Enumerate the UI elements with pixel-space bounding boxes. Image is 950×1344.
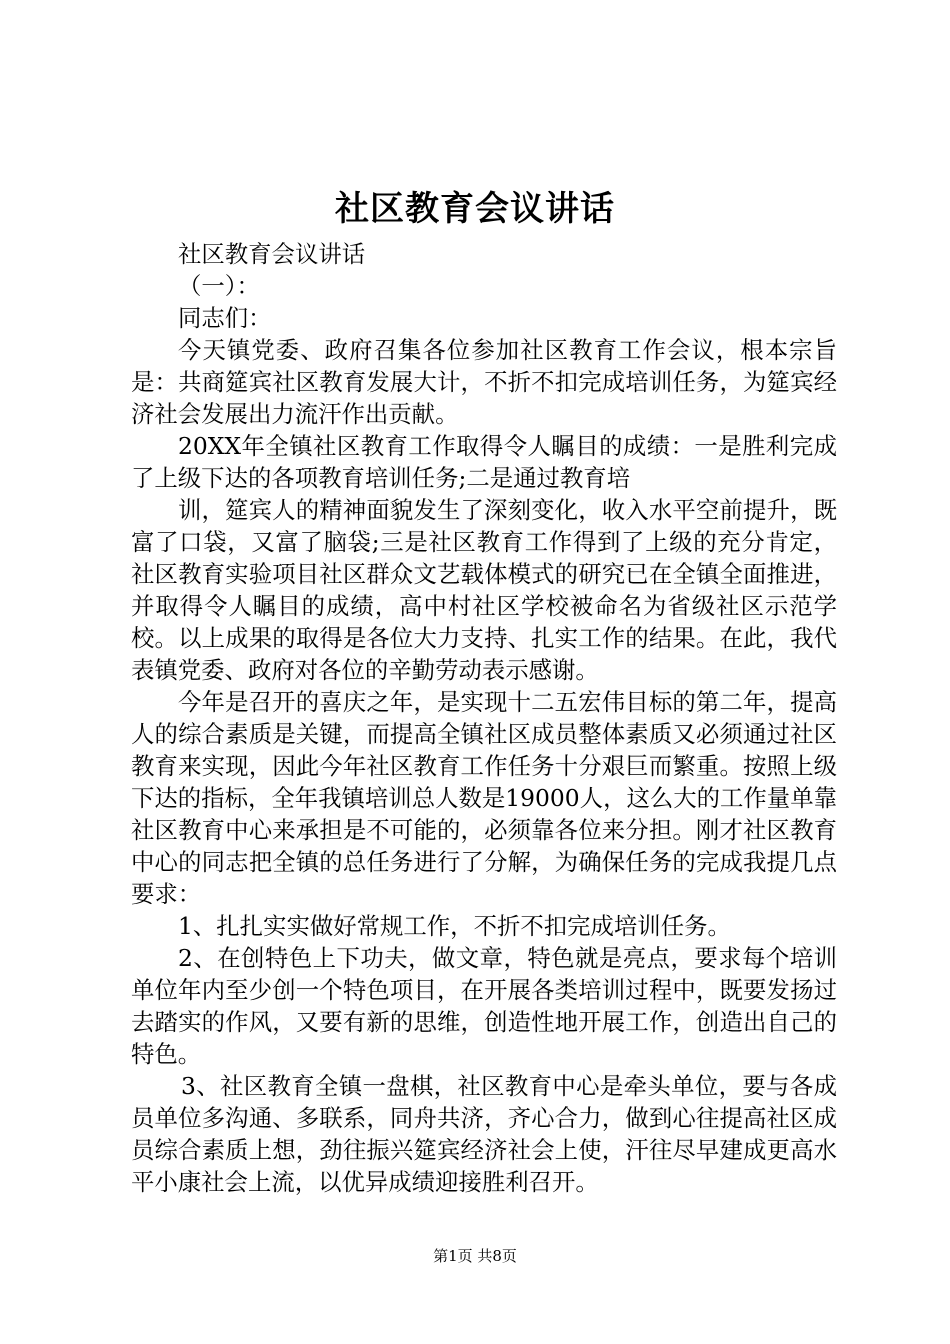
- paragraph-subtitle: 社区教育会议讲话: [178, 240, 366, 268]
- document-title: 社区教育会议讲话: [335, 189, 615, 229]
- paragraph-requirement-2: 2、在创特色上下功夫，做文章，特色就是亮点，要求每个培训单位年内至少创一个特色项目，在开展各类培训过程中，既要发扬过去踏实的作风，又要有新的思维，创造性地开展工作，创造出自己的特色。: [131, 944, 837, 1068]
- paragraph-this-year: 今年是召开的喜庆之年，是实现十二五宏伟目标的第二年，提高人的综合素质是关键，而提高全镇社区成员整体素质又必须通过社区教育来实现，因此今年社区教育工作任务十分艰巨而繁重。按照上级下达的指标，全年我镇培训总人数是19000人，这么大的工作量单靠社区教育中心来承担是不可能的，必须靠各位来分担。刚才社区教育中心的同志把全镇的总任务进行了分解，为确保任务的完成我提几点要求：: [131, 688, 837, 908]
- paragraph-salutation: 同志们：: [178, 304, 272, 332]
- paragraph-section-mark: （一）：: [178, 272, 260, 300]
- paragraph-achievements: 20XX年全镇社区教育工作取得令人瞩目的成绩：一是胜利完成了上级下达的各项教育培训任务;二是通过教育培: [131, 432, 837, 492]
- paragraph-requirement-3: 3、社区教育全镇一盘棋，社区教育中心是牵头单位，要与各成员单位多沟通、多联系，同舟共济，齐心合力，做到心往提高社区成员综合素质上想，劲往振兴筵宾经济社会上使，汗往尽早建成更高水平小康社会上流，以优异成绩迎接胜利召开。: [131, 1072, 837, 1196]
- document-body: [131, 238, 837, 1198]
- paragraph-opening: 今天镇党委、政府召集各位参加社区教育工作会议，根本宗旨是：共商筵宾社区教育发展大计，不折不扣完成培训任务，为筵宾经济社会发展出力流汗作出贡献。: [131, 336, 837, 428]
- page-footer: 第1页 共8页: [433, 1247, 517, 1265]
- paragraph-requirement-1: 1、扎扎实实做好常规工作，不折不扣完成培训任务。: [178, 912, 731, 940]
- paragraph-achievements-cont: 训，筵宾人的精神面貌发生了深刻变化，收入水平空前提升，既富了口袋，又富了脑袋;三是社区教育工作得到了上级的充分肯定，社区教育实验项目社区群众文艺载体模式的研究已在全镇全面推进，并取得令人瞩目的成绩，高中村社区学校被命名为省级社区示范学校。以上成果的取得是各位大力支持、扎实工作的结果。在此，我代表镇党委、政府对各位的辛勤劳动表示感谢。: [131, 496, 837, 684]
